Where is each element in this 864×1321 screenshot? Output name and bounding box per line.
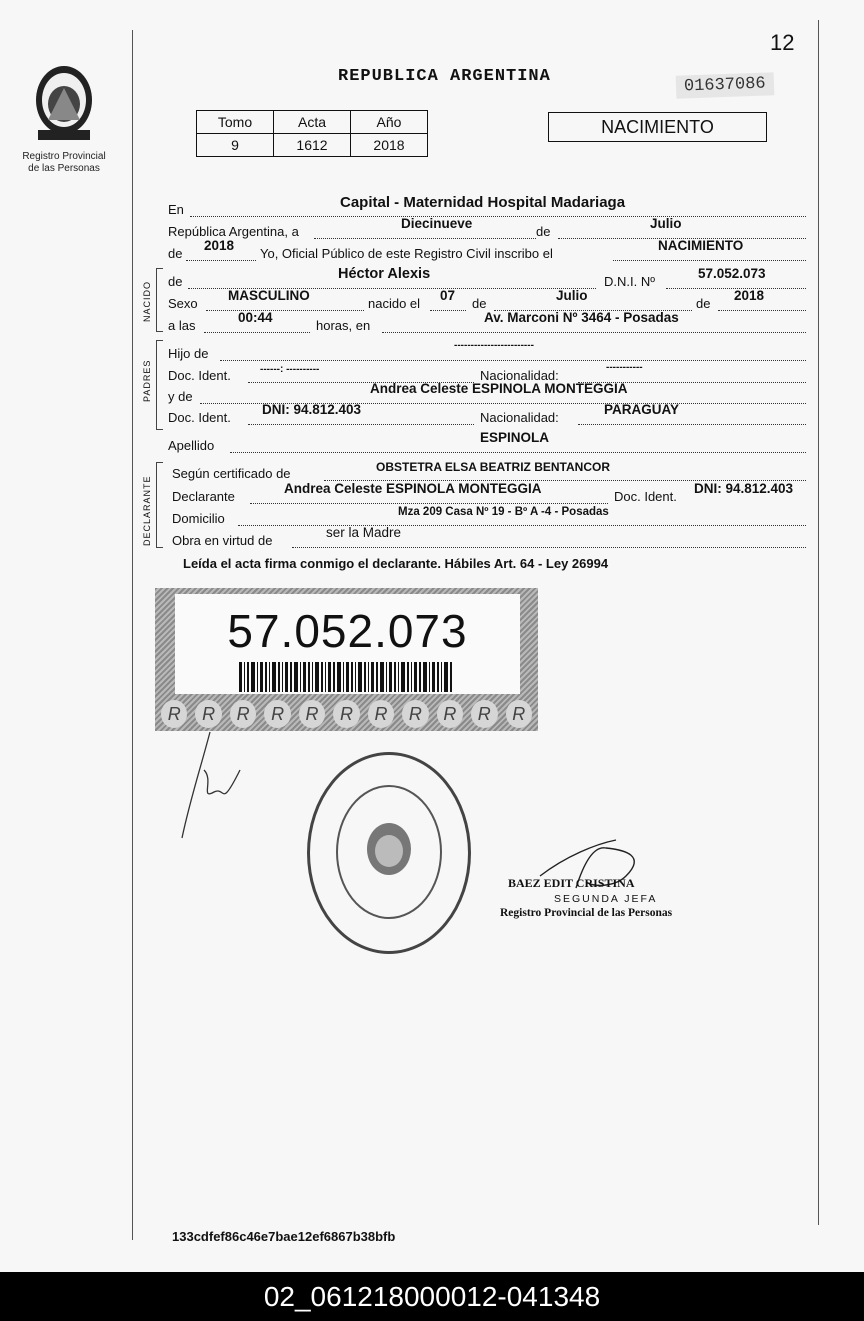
tomo-header: Tomo xyxy=(197,111,274,134)
domicilio-value: Mza 209 Casa Nº 19 - Bº A -4 - Posadas xyxy=(398,506,609,518)
child-dni: 57.052.073 xyxy=(698,266,766,281)
row-father xyxy=(168,340,806,362)
doc1-label: Doc. Ident. xyxy=(168,368,231,383)
row-surname xyxy=(168,430,806,454)
footer-id: 02_061218000012-041348 xyxy=(263,1281,601,1312)
footer-id-bar xyxy=(0,1272,864,1321)
declarante-label: Declarante xyxy=(172,489,235,504)
horas-label: horas, en xyxy=(316,318,371,333)
row-declarant xyxy=(168,481,806,505)
segun-label: Según certificado de xyxy=(172,466,291,481)
r-pattern-mark: R xyxy=(506,700,532,728)
father-nationality: ----------- xyxy=(606,362,643,373)
sticker-dni-number: 57.052.073 xyxy=(227,605,468,657)
sexo-value: MASCULINO xyxy=(228,288,310,303)
birth-address: Av. Marconi Nº 3464 - Posadas xyxy=(484,310,679,325)
r-pattern-mark: R xyxy=(195,700,221,728)
inscribe-value: NACIMIENTO xyxy=(658,238,744,253)
dni-card xyxy=(175,594,520,694)
row-certificate xyxy=(168,460,806,482)
r-pattern-mark: R xyxy=(230,700,256,728)
mother-nationality: PARAGUAY xyxy=(604,402,680,417)
r-pattern-mark: R xyxy=(368,700,394,728)
serial-number: 01637086 xyxy=(676,72,774,98)
doc2-label: Doc. Ident. xyxy=(168,410,231,425)
page-number: 12 xyxy=(770,30,795,55)
nacido-label: nacido el xyxy=(368,296,421,311)
registry-logo xyxy=(18,60,110,175)
r-pattern-mark: R xyxy=(402,700,428,728)
r-pattern-mark: R xyxy=(299,700,325,728)
row-reason xyxy=(168,525,806,549)
stamp-crest-icon xyxy=(364,821,414,877)
alas-label: a las xyxy=(168,318,196,333)
anio-header: Año xyxy=(351,111,428,134)
en-label: En xyxy=(168,202,184,217)
birth-time: 00:44 xyxy=(238,310,273,325)
mother-name: Andrea Celeste ESPINOLA MONTEGGIA xyxy=(370,381,628,396)
certificate-value: OBSTETRA ELSA BEATRIZ BENTANCOR xyxy=(376,460,610,474)
de-name-label: de xyxy=(168,274,183,289)
yde-label: y de xyxy=(168,389,193,404)
record-table xyxy=(196,110,428,157)
mother-doc: DNI: 94.812.403 xyxy=(262,402,362,417)
apellido-value: ESPINOLA xyxy=(480,430,550,445)
inscribe-text: Yo, Oficial Público de este Registro Civil inscribo el xyxy=(260,246,553,261)
left-margin-line xyxy=(132,30,133,1240)
legal-text: Leída el acta firma conmigo el declarante. Hábiles Art. 64 - Ley 26994 xyxy=(183,556,609,571)
anio-value: 2018 xyxy=(351,134,428,157)
misiones-crest-icon xyxy=(18,60,110,146)
domicilio-label: Domicilio xyxy=(172,511,225,526)
right-margin-line xyxy=(818,20,819,1225)
signatory-name: BAEZ EDIT CRISTINA xyxy=(508,876,635,890)
father-name: ------------------------ xyxy=(454,340,534,351)
row-place xyxy=(168,194,806,218)
r-pattern-row xyxy=(161,700,532,728)
r-pattern-mark: R xyxy=(437,700,463,728)
tomo-value: 9 xyxy=(197,134,274,157)
official-stamp xyxy=(307,752,471,954)
doc-label: Doc. Ident. xyxy=(614,489,677,504)
signatory-office: Registro Provincial de las Personas xyxy=(500,907,673,919)
child-name: Héctor Alexis xyxy=(338,266,431,282)
declarant-signature-icon xyxy=(170,730,250,840)
acta-value: 1612 xyxy=(274,134,351,157)
logo-caption-line2: de las Personas xyxy=(28,163,100,174)
nac2-label: Nacionalidad: xyxy=(480,410,559,425)
day-value: Diecinueve xyxy=(401,216,473,231)
doc-type-box: NACIMIENTO xyxy=(548,112,767,142)
birth-year: 2018 xyxy=(734,288,765,303)
nac1-label: Nacionalidad: xyxy=(480,368,559,383)
nacido-side-label: NACIDO xyxy=(142,280,152,322)
row-time xyxy=(168,310,806,334)
month-value: Julio xyxy=(650,216,682,231)
hijo-label: Hijo de xyxy=(168,346,209,361)
row-mother-doc xyxy=(168,402,806,426)
obra-label: Obra en virtud de xyxy=(172,533,273,548)
document-hash: 133cdfef86c46e7bae12ef6867b38bfb xyxy=(172,1229,396,1244)
logo-caption-line1: Registro Provincial xyxy=(22,151,106,162)
row-address xyxy=(168,506,806,527)
signatory-role: SEGUNDA JEFA xyxy=(554,893,658,905)
de-a-label: de xyxy=(472,296,487,311)
apellido-label: Apellido xyxy=(168,438,215,453)
obra-value: ser la Madre xyxy=(326,525,402,540)
r-pattern-mark: R xyxy=(333,700,359,728)
birth-month: Julio xyxy=(556,288,588,303)
country-title: REPUBLICA ARGENTINA xyxy=(338,67,551,86)
declarante-side-label: DECLARANTE xyxy=(142,475,152,546)
declarante-doc: DNI: 94.812.403 xyxy=(694,481,794,496)
de-b-label: de xyxy=(696,296,711,311)
r-pattern-mark: R xyxy=(161,700,187,728)
barcode-icon xyxy=(239,662,455,692)
r-pattern-mark: R xyxy=(471,700,497,728)
birth-day: 07 xyxy=(440,288,456,303)
declarante-value: Andrea Celeste ESPINOLA MONTEGGIA xyxy=(284,481,542,496)
dni-label: D.N.I. Nº xyxy=(604,274,655,289)
r-pattern-mark: R xyxy=(264,700,290,728)
dni-sticker xyxy=(155,588,538,731)
de-label-1: de xyxy=(536,224,551,239)
row-year xyxy=(168,238,806,262)
father-doc: ------: ---------- xyxy=(260,364,320,375)
acta-header: Acta xyxy=(274,111,351,134)
year-value: 2018 xyxy=(204,238,235,253)
padres-side-label: PADRES xyxy=(142,359,152,402)
de-label-2: de xyxy=(168,246,183,261)
place-value: Capital - Maternidad Hospital Madariaga xyxy=(340,194,626,211)
republic-label: República Argentina, a xyxy=(168,224,299,239)
sexo-label: Sexo xyxy=(168,296,198,311)
